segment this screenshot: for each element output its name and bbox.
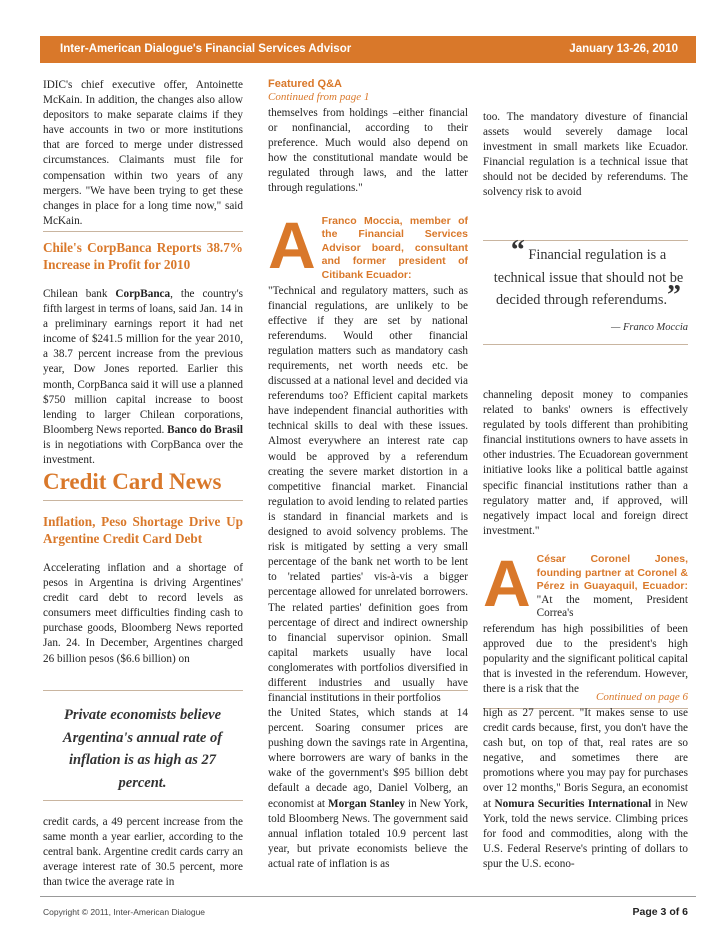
coronel-text: referendum has high possibilities of been approved due to the president's high popularity and the significant political capital that is invested in the referendum. However, there is a risk that the	[483, 622, 688, 696]
argentina-article	[43, 514, 243, 667]
argentina-body: Accelerating inflation and a shortage of pesos in Argentina is driving Argentines' credit card debt to record levels as consumers meet difficulties finding cash to purchase goods, Bloomberg News reported Jan. 24. In December, Argentines charged 26 billion pesos ($6.6 billion) on	[43, 562, 243, 665]
section-rule	[43, 500, 243, 501]
issue-date: January 13-26, 2010	[569, 43, 678, 55]
column-left-top	[43, 78, 243, 229]
quote-rule-bottom	[483, 344, 688, 345]
footer-rule	[40, 896, 696, 897]
morgan-stanley-name: Morgan Stanley	[328, 797, 405, 810]
qa-continued-text: too. The mandatory divesture of financial assets would severely damage local investment in small markets like Ecuador. Financial regulation is a technical issue that should not be decided by referendums. The solvency risk to avoid	[483, 111, 688, 199]
pull-quote: Private economists believe Argentina's annual rate of inflation is as high as 27 percent.	[62, 707, 223, 791]
pullquote-rule-top	[43, 690, 243, 691]
publication-title: Inter-American Dialogue's Financial Services Advisor	[60, 43, 352, 55]
column-right-middle	[483, 388, 688, 697]
idic-article-text: IDIC's chief executive offer, Antoinette McKain. In addition, the changes also allow depositors to make separate claims if they have accounts in two or more institutions that are forced to merge under distressed circumstances. Claimants must file for compensation within two years of any mergers. "We have been trying to get these changes in place for a long time now," said McKain.	[43, 79, 243, 227]
credit-card-section	[43, 468, 243, 496]
speaker-moccia: Franco Moccia, member of the Financial Services Advisor board, consultant and former president of Citibank Ecuador:	[321, 214, 468, 281]
moccia-text: "Technical and regulatory matters, such as financial regulations, are unlikely to be effective if they are set by national referendums. Would other financial regulation matters such as mandatory cash requirements, net worth needs etc. be discussed at a national level and decided via referendums too? Efficient capital markets have independent financial authorities with technical skills to deal with these issues. Almost everywhere an interest rate cap would be approved by a referendum creating the severe market distortion in a competitive financial market. Financial regulation to avoid lending to related parties is standard in financial markets and is designed to avoid solvency problems. The risk is mitigated by setting a very small percentage of the bank net worth to be lent to 'related parties' vis-à-vis a bigger percentage allowed for unrelated borrowers. The related parties' definition goes from percentage of direct and indirect ownership to financial supervisor opinion. Small capital markets usually have local conglomerates with portfolios diversified in different industries and usually have financial institutions in their portfolios	[268, 284, 468, 705]
chile-article	[43, 240, 243, 468]
continued-from: Continued from page 1	[268, 91, 370, 103]
argentina-body-right: high as 27 percent. "It makes sense to use credit cards because, first, you don't have the cash but, on top of that, real rates are so negative, and sometimes there are promotions where you may pay for purchases over 12 months," Boris Segura, an economist at Nomura Securities International in New York, told the news service. Climbing prices for food and commodities, along with the U.S. Federal Reserve's printing of dollars to spur the U.S. econo-	[483, 707, 689, 870]
pullquote-rule-bottom	[43, 800, 243, 801]
divider	[43, 231, 243, 232]
drop-cap-2: A	[483, 545, 531, 620]
column-left-bottom	[43, 815, 243, 890]
chile-headline: Chile's CorpBanca Reports 38.7% Increase in Profit for 2010	[43, 240, 243, 272]
highlight-quote	[486, 235, 691, 312]
close-quote-mark: ”	[667, 280, 682, 311]
banco-do-brasil-name: Banco do Brasil	[167, 423, 243, 436]
featured-qa-label: Featured Q&A	[268, 78, 342, 90]
open-quote-mark: “	[510, 235, 525, 266]
coronel-answer	[483, 545, 688, 697]
featured-qa	[268, 78, 468, 706]
qa-bottom-rule	[268, 690, 468, 691]
speaker-coronel: César Coronel Jones, founding partner at Coronel & Pérez in Guayaquil, Ecuador: "At the moment, President Correa's	[536, 552, 688, 620]
moccia-answer	[268, 207, 468, 707]
corpbanca-name: CorpBanca	[115, 288, 171, 300]
qa-answer-text: themselves from holdings –either financial or nonfinancial, according to their preference. Much would also depend on how the constitutional mandate would be regulated through laws, and the latter through regulations."	[268, 107, 468, 195]
drop-cap: A	[268, 207, 316, 282]
section-title: Credit Card News	[43, 469, 222, 494]
copyright: Copyright © 2011, Inter-American Dialogue	[43, 907, 206, 917]
moccia-text-continued: channeling deposit money to companies related to banks' owners is effectively regulated by tools different than prohibiting financial institutions owners to have assets in other industries. The Ecuadorean government initiative looks like a political battle against specific financial institutions rather than a regulatory matter and, if approved, will negatively impact local and foreign direct investment."	[483, 389, 688, 537]
quote-text: Financial regulation is a technical issue that should not be decided through referendums.	[493, 247, 684, 308]
masthead-bar	[40, 36, 696, 63]
argentina-headline: Inflation, Peso Shortage Drive Up Argentine Credit Card Debt	[43, 514, 243, 546]
argentina-body-middle: the United States, which stands at 14 percent. Soaring consumer prices are pushing down the savings rate in Argentina, where borrowers are wary of banks in the wake of the government's $95 billion debt default a decade ago, Daniel Volberg, an economist at Morgan Stanley in New York, told Bloomberg News. The government said annual inflation totaled 10.9 percent last year, but private economists believe the actual rate of inflation is as	[268, 707, 469, 870]
continued-on-page-6: Continued on page 6	[596, 691, 688, 703]
column-right-bottom	[483, 706, 688, 872]
page-number: Page 3 of 6	[632, 906, 688, 918]
column-middle-bottom	[268, 706, 468, 872]
argentina-body-continued: credit cards, a 49 percent increase from the same month a year earlier, according to the central bank. Argentine credit cards carry an average interest rate of 30.5 percent, more than twice the average rate in	[43, 816, 243, 889]
quote-attribution: — Franco Moccia	[611, 322, 688, 333]
chile-body: Chilean bank CorpBanca, the country's fifth largest in terms of loans, said Jan. 14 in a preliminary earnings report it had net income of $241.5 million for the year 2010, a 38.7 percent increase from the previous year, Dow Jones reported. Earlier this month, CorpBanca said it will use a planned $750 million capital increase to boost lending to larger Chilean corporations, Bloomberg News reported. Banco do Brasil is in negotiations with CorpBanca over the investment.	[43, 288, 244, 467]
nomura-name: Nomura Securities International	[494, 797, 652, 810]
column-right-top	[483, 110, 688, 201]
